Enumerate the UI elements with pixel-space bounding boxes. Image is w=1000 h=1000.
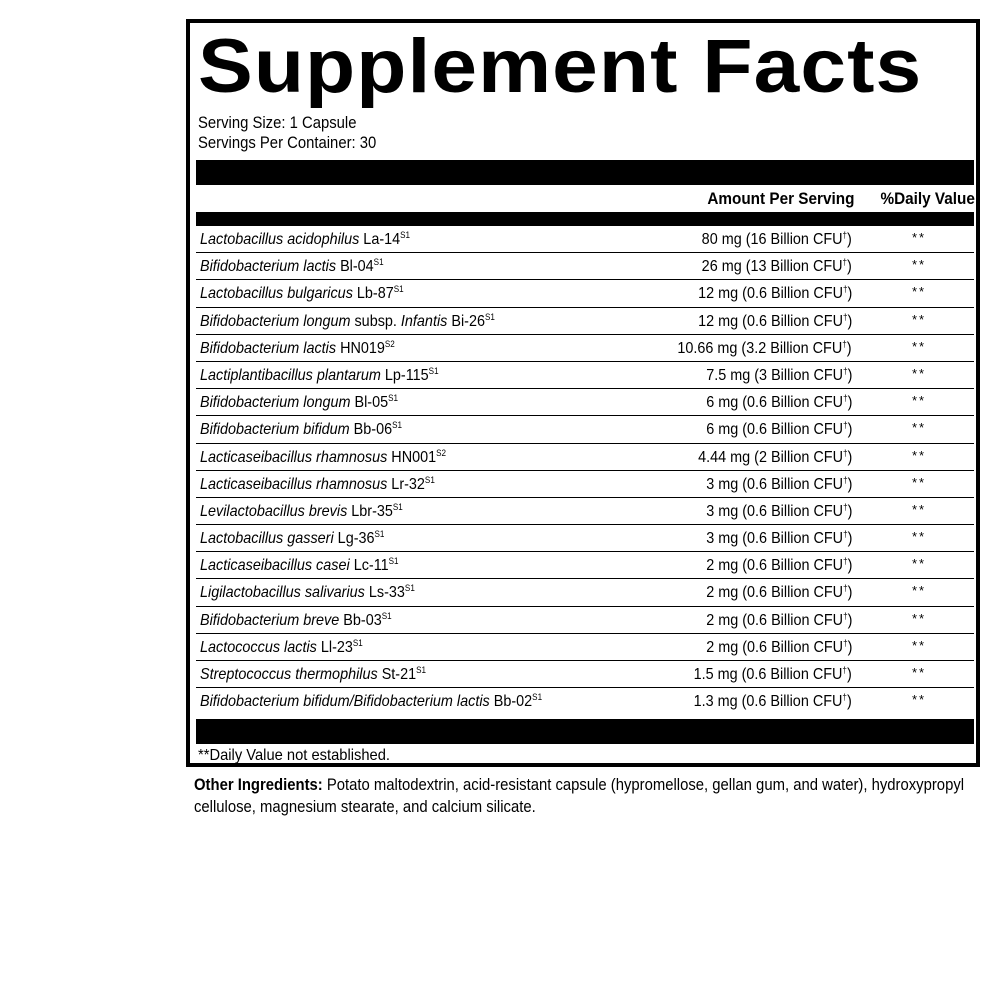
amount-per-serving	[706, 607, 852, 635]
daily-value: **	[912, 556, 927, 572]
source-superscript: S1	[373, 257, 384, 268]
table-row	[196, 552, 974, 579]
amount-value: 2 mg (0.6 Billion CFU	[705, 638, 843, 656]
daily-value: **	[912, 230, 927, 245]
species-name: Bifidobacterium longum	[200, 312, 351, 330]
species-name: Lacticaseibacillus rhamnosus	[200, 475, 388, 493]
amount-close: )	[847, 666, 852, 683]
table-row	[196, 498, 974, 525]
amount-value: 1.5 mg (0.6 Billion CFU	[693, 666, 843, 683]
amount-value: 2 mg (0.6 Billion CFU	[705, 611, 843, 629]
amount-close: )	[847, 285, 852, 303]
supplement-facts-panel	[186, 19, 980, 767]
strain-code: Lg-36	[337, 530, 375, 548]
amount-close: )	[847, 638, 852, 656]
amount-close: )	[847, 448, 852, 466]
daily-value: **	[912, 420, 927, 436]
strain-code: Bb-03	[343, 611, 382, 629]
source-superscript: S2	[384, 338, 395, 349]
amount-per-serving	[706, 471, 852, 499]
daily-value: **	[912, 338, 927, 354]
species-name: Bifidobacterium longum	[200, 394, 351, 412]
table-row	[196, 226, 974, 253]
species-name: Ligilactobacillus salivarius	[200, 584, 365, 602]
amount-per-serving	[706, 525, 852, 553]
table-row	[196, 471, 974, 498]
table-row	[196, 661, 974, 688]
amount-per-serving	[694, 688, 852, 716]
ingredient-name	[200, 308, 495, 336]
dagger-superscript: †	[842, 665, 848, 675]
dagger-superscript: †	[842, 311, 848, 322]
other-ingredients-text: Potato maltodextrin, acid-resistant capsule (hypromellose, gellan gum, and water), hydroxypropyl cellulose, magnesium stearate, and calcium silicate.	[194, 776, 965, 816]
ingredient-name	[200, 389, 398, 417]
amount-value: 6 mg (0.6 Billion CFU	[705, 421, 843, 439]
ingredient-name	[200, 498, 403, 526]
strain-code: Lr-32	[391, 475, 425, 493]
amount-per-serving-header: Amount Per Serving	[706, 189, 854, 208]
strain-code: Lbr-35	[351, 502, 393, 520]
source-superscript: S2	[436, 447, 447, 458]
daily-value: **	[912, 365, 927, 381]
daily-value: **	[912, 447, 927, 463]
amount-per-serving	[698, 308, 852, 336]
amount-close: )	[847, 475, 852, 493]
dagger-superscript: †	[842, 501, 848, 512]
amount-value: 1.3 mg (0.6 Billion CFU	[693, 693, 843, 711]
table-row	[196, 607, 974, 634]
source-superscript: S1	[428, 365, 439, 376]
table-row	[196, 444, 974, 471]
species-name: Lactobacillus acidophilus	[200, 231, 360, 248]
strain-code: HN001	[391, 448, 437, 466]
ingredient-name	[200, 688, 542, 716]
strain-code: Bb-02	[493, 693, 533, 711]
source-superscript: S1	[404, 583, 415, 594]
ingredient-name	[200, 661, 426, 689]
source-superscript: S1	[416, 665, 427, 675]
source-superscript: S1	[400, 230, 411, 240]
ingredient-name	[200, 579, 415, 607]
source-superscript: S1	[392, 501, 403, 512]
dagger-superscript: †	[842, 529, 848, 540]
amount-per-serving	[702, 226, 852, 254]
strain-code: Ll-23	[320, 638, 353, 656]
ingredient-name	[200, 607, 392, 635]
subspecies-name: Infantis	[400, 312, 448, 330]
strain-code: HN019	[340, 339, 385, 357]
ingredient-table	[196, 226, 974, 715]
species-name: Bifidobacterium lactis	[200, 258, 337, 276]
amount-value: 6 mg (0.6 Billion CFU	[705, 394, 843, 412]
strain-code: Bb-06	[353, 421, 393, 439]
amount-close: )	[847, 231, 852, 248]
source-superscript: S1	[352, 637, 363, 648]
dagger-superscript: †	[842, 420, 848, 431]
dagger-superscript: †	[842, 637, 848, 648]
amount-value: 12 mg (0.6 Billion CFU	[697, 285, 843, 303]
table-row	[196, 362, 974, 389]
dagger-superscript: †	[842, 284, 848, 295]
source-superscript: S1	[388, 393, 399, 404]
strain-code: Lp-115	[384, 366, 429, 384]
ingredient-name	[200, 253, 384, 281]
table-row	[196, 688, 974, 715]
amount-per-serving	[706, 579, 852, 607]
species-name: Levilactobacillus brevis	[200, 502, 348, 520]
table-row	[196, 416, 974, 443]
amount-close: )	[847, 611, 852, 629]
amount-close: )	[847, 557, 852, 575]
daily-value: **	[912, 610, 927, 626]
dagger-superscript: †	[842, 583, 848, 594]
daily-value-header: %Daily Value	[880, 189, 975, 208]
amount-per-serving	[698, 444, 852, 472]
table-row	[196, 253, 974, 280]
dagger-superscript: †	[842, 610, 848, 621]
subspecies-label: subsp.	[350, 312, 401, 330]
amount-close: )	[847, 312, 852, 330]
species-name: Lactobacillus bulgaricus	[200, 285, 353, 303]
daily-value: **	[912, 692, 927, 708]
amount-close: )	[847, 258, 852, 276]
strain-code: La-14	[363, 231, 401, 248]
amount-per-serving	[702, 253, 852, 281]
source-superscript: S1	[381, 610, 392, 621]
strain-code: Bl-05	[354, 394, 389, 412]
strain-code: Ls-33	[368, 584, 405, 602]
daily-value: **	[912, 311, 927, 327]
species-name: Bifidobacterium breve	[200, 611, 340, 629]
ingredient-name	[200, 226, 410, 254]
daily-value: **	[912, 284, 927, 300]
dagger-superscript: †	[842, 257, 848, 268]
species-name: Lactococcus lactis	[200, 638, 317, 656]
species-name: Bifidobacterium bifidum/Bifidobacterium lactis	[200, 693, 490, 711]
servings-per-container: Servings Per Container: 30	[198, 134, 377, 152]
amount-value: 10.66 mg (3.2 Billion CFU	[677, 339, 843, 357]
amount-close: )	[847, 584, 852, 602]
species-name: Lacticaseibacillus rhamnosus	[200, 448, 388, 466]
species-name: Lactobacillus gasseri	[200, 530, 334, 548]
daily-value: **	[912, 529, 927, 545]
strain-code: Lc-11	[353, 557, 389, 575]
amount-per-serving	[706, 634, 852, 662]
amount-per-serving	[706, 498, 852, 526]
source-superscript: S1	[484, 311, 495, 322]
amount-value: 80 mg (16 Billion CFU	[701, 231, 843, 248]
amount-per-serving	[706, 389, 852, 417]
amount-per-serving	[678, 335, 852, 363]
amount-close: )	[847, 394, 852, 412]
amount-close: )	[847, 693, 852, 711]
amount-value: 2 mg (0.6 Billion CFU	[705, 557, 843, 575]
ingredient-name	[200, 444, 446, 472]
dagger-superscript: †	[842, 556, 848, 567]
daily-value: **	[912, 583, 927, 599]
source-superscript: S1	[532, 692, 543, 703]
ingredient-name	[200, 416, 402, 444]
source-superscript: S1	[388, 556, 399, 567]
amount-value: 3 mg (0.6 Billion CFU	[705, 502, 843, 520]
amount-per-serving	[698, 280, 852, 308]
amount-value: 3 mg (0.6 Billion CFU	[705, 530, 843, 548]
ingredient-name	[200, 471, 435, 499]
amount-per-serving	[706, 552, 852, 580]
daily-value: **	[912, 665, 927, 680]
amount-close: )	[847, 366, 852, 384]
species-name: Streptococcus thermophilus	[200, 666, 378, 683]
amount-value: 2 mg (0.6 Billion CFU	[705, 584, 843, 602]
daily-value: **	[912, 474, 927, 490]
amount-close: )	[847, 502, 852, 520]
daily-value-footnote: **Daily Value not established.	[198, 747, 391, 764]
divider-bar-bottom	[196, 719, 974, 744]
dagger-superscript: †	[842, 474, 848, 485]
amount-close: )	[847, 339, 852, 357]
daily-value: **	[912, 501, 927, 517]
divider-bar-header	[196, 212, 974, 226]
serving-size: Serving Size: 1 Capsule	[198, 114, 357, 132]
amount-per-serving	[706, 416, 852, 444]
daily-value: **	[912, 393, 927, 409]
source-superscript: S1	[374, 529, 385, 540]
ingredient-name	[200, 525, 384, 553]
dagger-superscript: †	[842, 393, 848, 404]
amount-value: 7.5 mg (3 Billion CFU	[705, 366, 843, 384]
daily-value: **	[912, 257, 927, 273]
dagger-superscript: †	[842, 230, 848, 240]
species-name: Bifidobacterium bifidum	[200, 421, 350, 439]
species-name: Bifidobacterium lactis	[200, 339, 337, 357]
strain-code: Bl-04	[340, 258, 374, 276]
ingredient-name	[200, 634, 363, 662]
dagger-superscript: †	[842, 692, 848, 703]
table-row	[196, 525, 974, 552]
ingredient-name	[200, 280, 404, 308]
ingredient-name	[200, 362, 439, 390]
amount-value: 12 mg (0.6 Billion CFU	[697, 312, 843, 330]
table-row	[196, 634, 974, 661]
ingredient-name	[200, 335, 395, 363]
source-superscript: S1	[392, 420, 403, 431]
source-superscript: S1	[393, 284, 404, 295]
source-superscript: S1	[424, 474, 435, 485]
strain-code: Lb-87	[356, 285, 394, 303]
dagger-superscript: †	[842, 447, 848, 458]
amount-close: )	[847, 530, 852, 548]
species-name: Lactiplantibacillus plantarum	[200, 366, 381, 384]
table-row	[196, 335, 974, 362]
amount-close: )	[847, 421, 852, 439]
amount-value: 3 mg (0.6 Billion CFU	[705, 475, 843, 493]
amount-per-serving	[706, 362, 852, 390]
dagger-superscript: †	[842, 338, 848, 349]
strain-code: St-21	[381, 666, 417, 683]
amount-per-serving	[694, 661, 852, 689]
table-row	[196, 308, 974, 335]
table-row	[196, 389, 974, 416]
table-row	[196, 280, 974, 307]
page-title: Supplement Facts	[198, 24, 923, 109]
species-name: Lacticaseibacillus casei	[200, 557, 350, 575]
dagger-superscript: †	[842, 365, 848, 376]
other-ingredients	[194, 774, 968, 818]
table-row	[196, 579, 974, 606]
amount-value: 4.44 mg (2 Billion CFU	[697, 448, 843, 466]
strain-code: Bi-26	[451, 312, 485, 330]
daily-value: **	[912, 637, 927, 653]
ingredient-name	[200, 552, 399, 580]
divider-bar-top	[196, 160, 974, 185]
other-ingredients-label: Other Ingredients:	[194, 776, 323, 794]
amount-value: 26 mg (13 Billion CFU	[701, 258, 843, 276]
